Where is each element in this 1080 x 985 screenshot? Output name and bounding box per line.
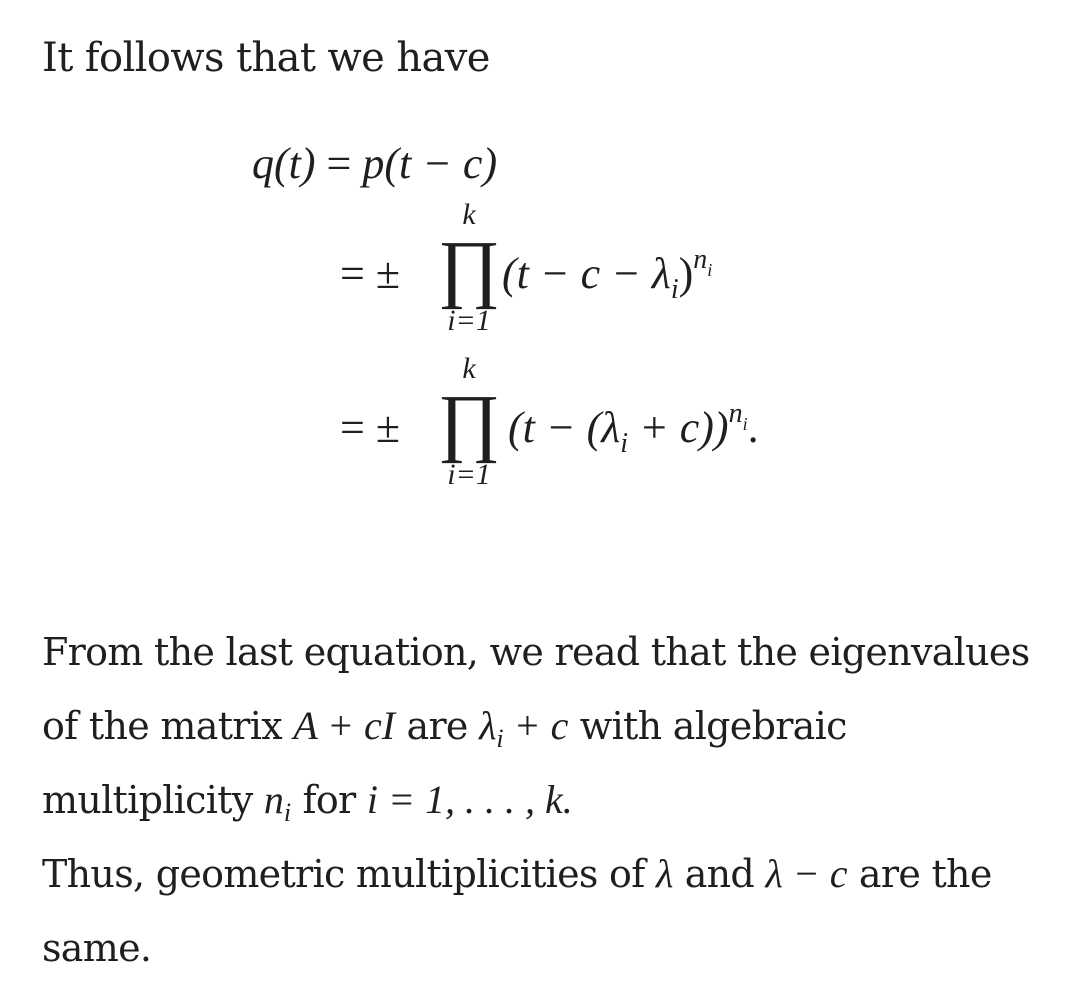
p4-math-lambda-minus-c: λ − c — [765, 851, 848, 896]
eq3-factor: (t − (λ — [508, 403, 621, 452]
eq3-product-upper-limit: k — [462, 352, 476, 385]
paragraph-line-5: same. — [42, 926, 152, 970]
p2-math-matrix: A + cI — [293, 703, 396, 748]
p3-text-b: for — [291, 778, 367, 822]
eq1-lhs: q(t) — [252, 139, 316, 188]
eq3-exponent-subscript: i — [742, 414, 748, 434]
eq2-relation: = ± — [340, 249, 400, 298]
eq3-end-period: . — [747, 403, 759, 452]
equation-line-3-factor — [508, 398, 759, 459]
p3-text-a: multiplicity — [42, 778, 264, 822]
p2-text-c: with algebraic — [568, 704, 847, 748]
eq2-factor-close: ) — [678, 249, 694, 298]
eq3-exponent: n — [728, 398, 743, 429]
equation-line-2-factor — [502, 244, 713, 305]
paragraph-line-2 — [42, 689, 847, 768]
eq2-factor: (t − c − λ — [502, 249, 671, 298]
paragraph-line-4 — [42, 837, 992, 911]
product-symbol-icon: ∏ — [437, 380, 501, 464]
paragraph-line-3 — [42, 763, 573, 842]
p2-math-plus-c: + c — [503, 703, 569, 748]
eq1-rhs: p(t − c) — [362, 139, 498, 188]
p4-text-a: Thus, geometric multiplicities of — [42, 852, 656, 896]
eq3-relation: = ± — [340, 403, 400, 452]
eq3-product-lower-limit: i=1 — [447, 458, 491, 491]
intro-text: It follows that we have — [42, 35, 490, 81]
eq2-product-operator — [434, 200, 504, 336]
p3-math-range: i = 1, . . . , k. — [366, 777, 573, 822]
paragraph-line-1: From the last equation, we read that the eigenvalues — [42, 630, 1030, 674]
p2-math-lambda-subscript: i — [496, 724, 504, 753]
eq2-product-lower-limit: i=1 — [447, 304, 491, 337]
eq3-product-operator — [434, 354, 504, 490]
eq2-exponent-subscript: i — [707, 260, 713, 280]
product-symbol-icon: ∏ — [437, 226, 501, 310]
p4-text-b: and — [673, 852, 766, 896]
p4-math-lambda: λ — [655, 851, 674, 896]
eq3-factor-subscript: i — [620, 428, 629, 459]
p3-math-n: n — [263, 777, 284, 822]
equation-line-3-relation — [340, 403, 400, 452]
p3-math-n-subscript: i — [283, 798, 292, 827]
eq1-relation: = — [326, 139, 352, 188]
eq2-factor-subscript: i — [670, 274, 679, 305]
eq3-factor-close: + c)) — [628, 403, 729, 452]
equation-line-2-relation — [340, 249, 400, 298]
eq2-product-upper-limit: k — [462, 198, 476, 231]
eq2-exponent: n — [693, 244, 708, 275]
p2-text-b: are — [395, 704, 480, 748]
p2-text-a: of the matrix — [42, 704, 294, 748]
p4-text-c: are the — [847, 852, 992, 896]
equation-line-1 — [252, 139, 498, 188]
p2-math-lambda: λ — [479, 703, 497, 748]
